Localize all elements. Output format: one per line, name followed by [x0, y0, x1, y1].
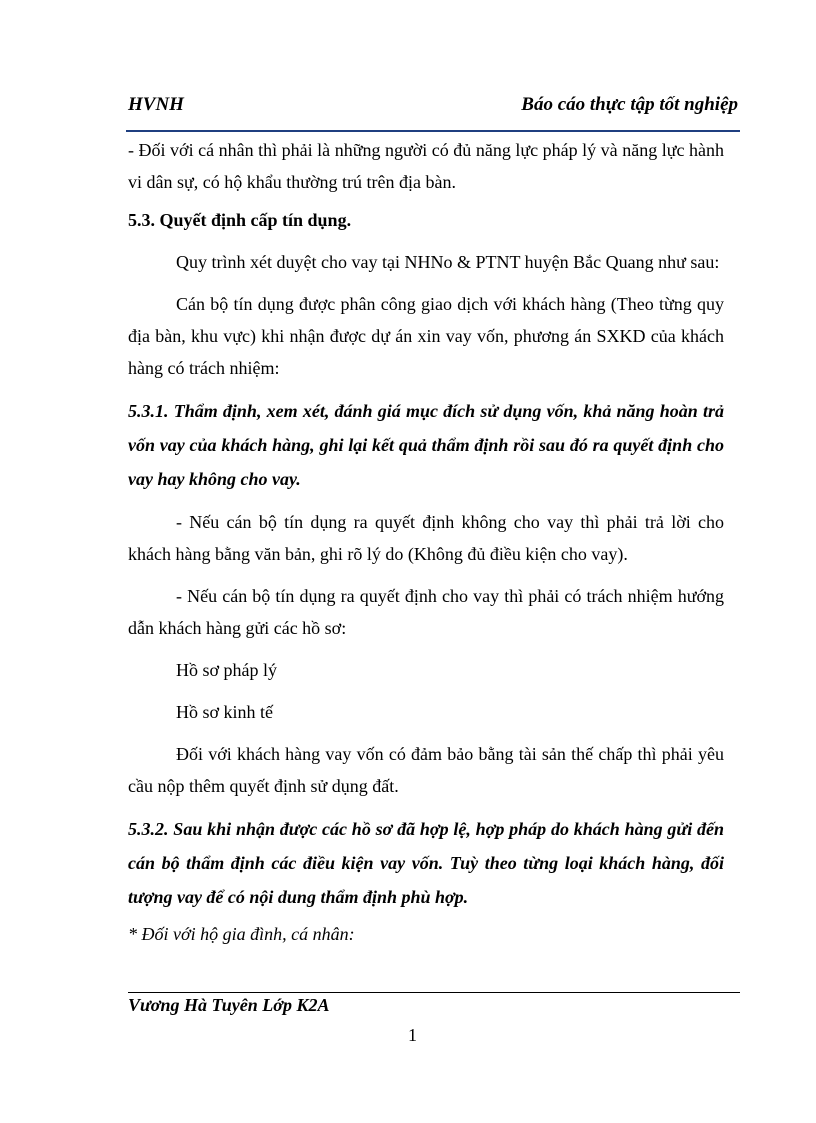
paragraph-individual-requirements: - Đối với cá nhân thì phải là những người có đủ năng lực pháp lý và năng lực hành vi dân sự, có hộ khẩu thường trú trên địa bàn. — [128, 140, 724, 192]
page-header — [128, 94, 738, 118]
paragraph-collateral: Đối với khách hàng vay vốn có đảm bảo bằng tài sản thế chấp thì phải yêu cầu nộp thêm quyết định sử dụng đất. — [128, 744, 724, 796]
paragraph-households: * Đối với hộ gia đình, cá nhân: — [128, 924, 355, 944]
paragraph-approve-loan: - Nếu cán bộ tín dụng ra quyết định cho vay thì phải có trách nhiệm hướng dẫn khách hàng gửi các hồ sơ: — [128, 586, 724, 638]
header-divider — [126, 130, 740, 132]
footer-author: Vương Hà Tuyên Lớp K2A — [128, 995, 330, 1015]
paragraph-approval-process: Quy trình xét duyệt cho vay tại NHNo & PTNT huyện Bắc Quang như sau: — [176, 252, 720, 272]
header-left-text: HVNH — [128, 94, 184, 115]
section-heading-5-3-2: 5.3.2. Sau khi nhận được các hồ sơ đã hợp lệ, hợp pháp do khách hàng gửi đến cán bộ thẩm định các điều kiện vay vốn. Tuỳ theo từng loại khách hàng, đối tượng vay để có nội dung thẩm định phù hợp. — [128, 819, 724, 907]
list-item-legal-documents: Hồ sơ pháp lý — [176, 660, 278, 680]
paragraph-credit-officer: Cán bộ tín dụng được phân công giao dịch với khách hàng (Theo từng quy địa bàn, khu vực) khi nhận được dự án xin vay vốn, phương án SXKD của khách hàng có trách nhiệm: — [128, 294, 724, 378]
section-heading-5-3-1: 5.3.1. Thẩm định, xem xét, đánh giá mục đích sử dụng vốn, khả năng hoàn trả vốn vay của khách hàng, ghi lại kết quả thẩm định rồi sau đó ra quyết định cho vay hay không cho vay. — [128, 401, 724, 489]
paragraph-decline-loan: - Nếu cán bộ tín dụng ra quyết định không cho vay thì phải trả lời cho khách hàng bằng văn bản, ghi rõ lý do (Không đủ điều kiện cho vay). — [128, 512, 724, 564]
section-heading-5-3: 5.3. Quyết định cấp tín dụng. — [128, 210, 352, 230]
page-number: 1 — [408, 1025, 417, 1045]
footer-divider — [128, 992, 740, 993]
document-body — [128, 134, 724, 950]
header-right-text: Báo cáo thực tập tốt nghiệp — [521, 94, 738, 115]
list-item-economic-documents: Hồ sơ kinh tế — [176, 702, 274, 722]
